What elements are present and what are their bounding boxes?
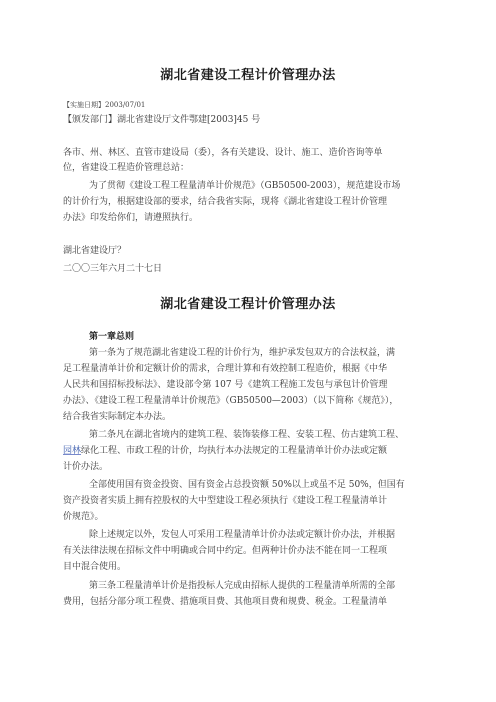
notice-body-line: 为了贯彻《建设工程工程量清单计价规范》（GB50500-2003），规范建设市场 xyxy=(89,181,401,191)
signature-date: 二〇〇三年六月二十七日 xyxy=(63,264,163,274)
signature: 湖北省建设厅？ xyxy=(63,246,127,256)
chapter-heading: 第一章总则 xyxy=(89,332,135,342)
article-2-para2-line: 价规范》。 xyxy=(63,512,104,522)
article-2-para3-line: 目中混合使用。 xyxy=(63,562,127,572)
notice-body-line: 的计价行为，根据建设部的要求，结合我省实际，现将《湖北省建设工程计价管理 xyxy=(63,197,388,207)
issuing-department: 【颁发部门】湖北省建设厅文件鄂建[2003]45 号 xyxy=(63,115,261,125)
article-2-para2-line: 全部使用国有资金投资、国有资金占总投资额 50%以上或虽不足 50%，但国有 xyxy=(89,480,405,490)
notice-recipients-line: 位，省建设工程造价管理总站： xyxy=(63,163,190,173)
article-2-para3-line: 有关法律法规在招标文件中明确或合同中约定。但两种计价办法不能在同一工程项 xyxy=(63,546,388,556)
article-2-line: 第二条凡在湖北省境内的建筑工程、装饰装修工程、安装工程、仿古建筑工程、 xyxy=(89,430,405,440)
article-2-para3-line: 除上述规定以外，发包人可采用工程量清单计价办法或定额计价办法，并根据 xyxy=(89,530,396,540)
garden-link[interactable]: 园林 xyxy=(63,446,82,456)
notice-recipients-line: 各市、州、林区、直管市建设局（委），各有关建设、设计、施工、造价咨询等单 xyxy=(63,148,383,158)
article-2-para2-line: 资产投资者实质上拥有控股权的大中型建设工程必须执行《建设工程工程量清单计 xyxy=(63,496,388,506)
article-1-line: 结合我省实际制定本办法。 xyxy=(63,412,172,422)
article-3-line: 第三条工程量清单计价是指投标人完成由招标人提供的工程量清单所需的全部 xyxy=(89,581,396,591)
article-3-line: 费用，包括分部分项工程费、措施项目费、其他项目费和规费、税金。工程量清单 xyxy=(63,597,388,607)
document-title: 湖北省建设工程计价管理办法 xyxy=(160,68,336,83)
article-1-line: 人民共和国招标投标法》、建设部令第 107 号《建筑工程施工发包与承包计价管理 xyxy=(63,380,388,390)
effective-date: 【实施日期】2003/07/01 xyxy=(63,101,146,109)
article-1-line: 办法》、《建设工程工程量清单计价规范》（GB50500—2003）（以下简称《规范》）， xyxy=(63,396,399,406)
article-1-line: 足工程量清单计价和定额计价的需求，合理计算和有效控制工程造价，根据《中华 xyxy=(63,364,388,374)
article-1-line: 第一条为了规范湖北省建设工程的计价行为，维护承发包双方的合法权益，满 xyxy=(89,348,396,358)
section-title: 湖北省建设工程计价管理办法 xyxy=(160,297,336,312)
notice-body-line: 办法》印发给你们，请遵照执行。 xyxy=(63,213,199,223)
article-2-line-text: 绿化工程、市政工程的计价，均执行本办法规定的工程量清单计价办法或定额 xyxy=(81,446,388,456)
article-2-line xyxy=(63,445,435,458)
article-2-line: 计价办法。 xyxy=(63,462,109,472)
